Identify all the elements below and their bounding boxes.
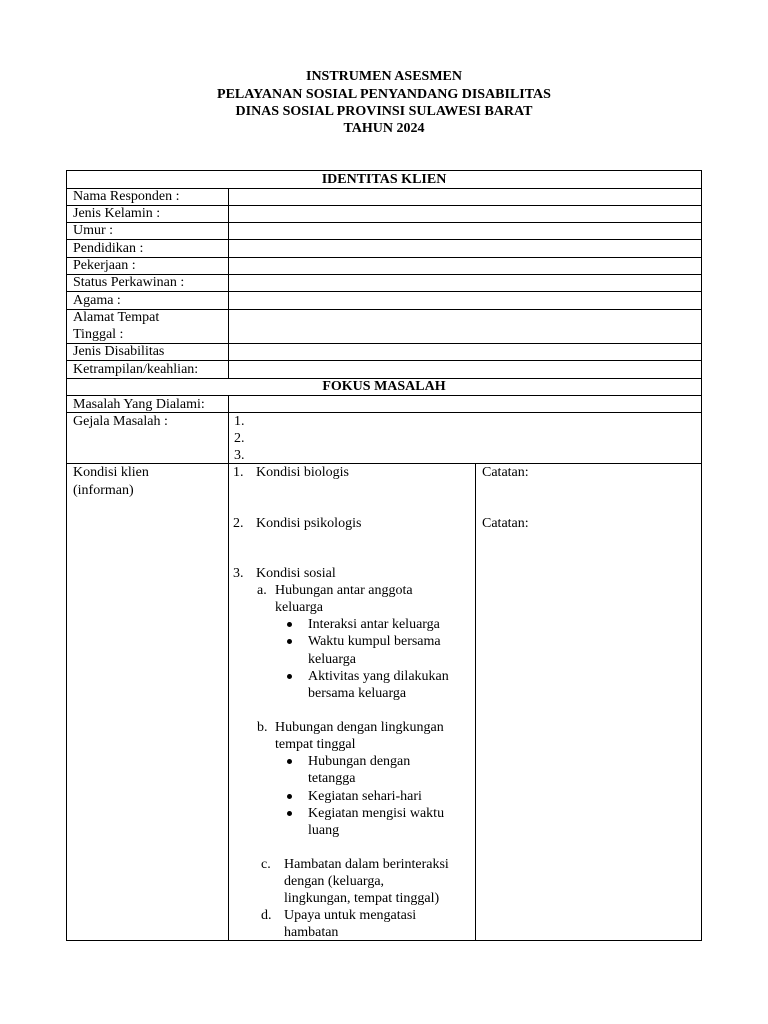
kondisi-psikologis: Kondisi psikologis (256, 516, 362, 531)
kondisi-label-line-2: (informan) (73, 483, 134, 498)
field-label-nama-responden: Nama Responden : (73, 189, 180, 204)
kondisi-number-3: 3. (233, 566, 244, 581)
field-label-umur: Umur : (73, 223, 114, 238)
kondisi-number-1: 1. (233, 465, 244, 480)
field-label-status-perkawinan: Status Perkawinan : (73, 275, 185, 290)
sub-b-line-1: Hubungan dengan lingkungan (275, 720, 444, 735)
b-bullet-3-line-2: luang (308, 823, 340, 838)
sub-a-line-2: keluarga (275, 600, 323, 615)
b-bullet-1-line-1: Hubungan dengan (308, 754, 411, 769)
doc-title-line-3: DINAS SOSIAL PROVINSI SULAWESI BARAT (235, 104, 533, 119)
field-label-jenis-kelamin: Jenis Kelamin : (73, 206, 161, 221)
field-label-pendidikan: Pendidikan : (73, 241, 144, 256)
sub-c-line-2: dengan (keluarga, (284, 874, 385, 889)
doc-title-line-4: TAHUN 2024 (343, 121, 425, 136)
sub-a-marker: a. (257, 583, 267, 598)
gejala-label: Gejala Masalah : (73, 414, 168, 429)
sub-d-line-1: Upaya untuk mengatasi (284, 908, 417, 923)
field-label-pekerjaan: Pekerjaan : (73, 258, 136, 273)
kondisi-label-line-1: Kondisi klien (73, 465, 149, 480)
sub-c-line-1: Hambatan dalam berinteraksi (284, 857, 449, 872)
field-label-jenis-disabilitas: Jenis Disabilitas (73, 344, 165, 359)
gejala-item-3: 3. (234, 448, 245, 463)
gejala-item-1: 1. (234, 414, 245, 429)
b-bullet-3-line-1: Kegiatan mengisi waktu (308, 806, 445, 821)
bullet-icon (287, 794, 292, 799)
sub-d-line-2: hambatan (284, 925, 339, 940)
kondisi-sosial: Kondisi sosial (256, 566, 336, 581)
table-border-right (701, 170, 702, 941)
masalah-label: Masalah Yang Dialami: (73, 397, 205, 412)
row-line (66, 205, 702, 206)
field-label-alamat-line-2: Tinggal : (73, 327, 124, 342)
field-label-ketrampilan: Ketrampilan/keahlian: (73, 362, 199, 377)
sub-c-line-3: lingkungan, tempat tinggal) (284, 891, 440, 906)
a-bullet-2-line-1: Waktu kumpul bersama (308, 634, 441, 649)
sub-a-line-1: Hubungan antar anggota (275, 583, 413, 598)
a-bullet-1: Interaksi antar keluarga (308, 617, 440, 632)
field-label-alamat-line-1: Alamat Tempat (73, 310, 160, 325)
divider-fokus (228, 395, 229, 941)
row-line (66, 309, 702, 310)
row-line (66, 239, 702, 240)
bullet-icon (287, 811, 292, 816)
gejala-item-2: 2. (234, 431, 245, 446)
a-bullet-3-line-2: bersama keluarga (308, 686, 407, 701)
b-bullet-2: Kegiatan sehari-hari (308, 789, 422, 804)
identitas-heading: IDENTITAS KLIEN (321, 172, 447, 187)
sub-b-line-2: tempat tinggal (275, 737, 356, 752)
a-bullet-3-line-1: Aktivitas yang dilakukan (308, 669, 449, 684)
doc-title-line-1: INSTRUMEN ASESMEN (306, 69, 462, 84)
table-border-left (66, 170, 67, 941)
row-line (66, 291, 702, 292)
catatan-label-2: Catatan: (482, 516, 529, 531)
bullet-icon (287, 639, 292, 644)
divider-catatan (475, 463, 476, 941)
divider-identitas (228, 188, 229, 378)
bullet-icon (287, 674, 292, 679)
kondisi-biologis: Kondisi biologis (256, 465, 349, 480)
row-line (66, 222, 702, 223)
row-line (66, 257, 702, 258)
bullet-icon (287, 759, 292, 764)
sub-d-marker: d. (261, 908, 272, 923)
row-line (66, 940, 702, 941)
row-line (66, 463, 702, 464)
doc-title-line-2: PELAYANAN SOSIAL PENYANDANG DISABILITAS (217, 87, 551, 102)
sub-b-marker: b. (257, 720, 268, 735)
fokus-heading: FOKUS MASALAH (322, 379, 446, 394)
catatan-label-1: Catatan: (482, 465, 529, 480)
field-label-agama: Agama : (73, 293, 121, 308)
b-bullet-1-line-2: tetangga (308, 771, 356, 786)
sub-c-marker: c. (261, 857, 271, 872)
bullet-icon (287, 622, 292, 627)
a-bullet-2-line-2: keluarga (308, 652, 356, 667)
kondisi-number-2: 2. (233, 516, 244, 531)
